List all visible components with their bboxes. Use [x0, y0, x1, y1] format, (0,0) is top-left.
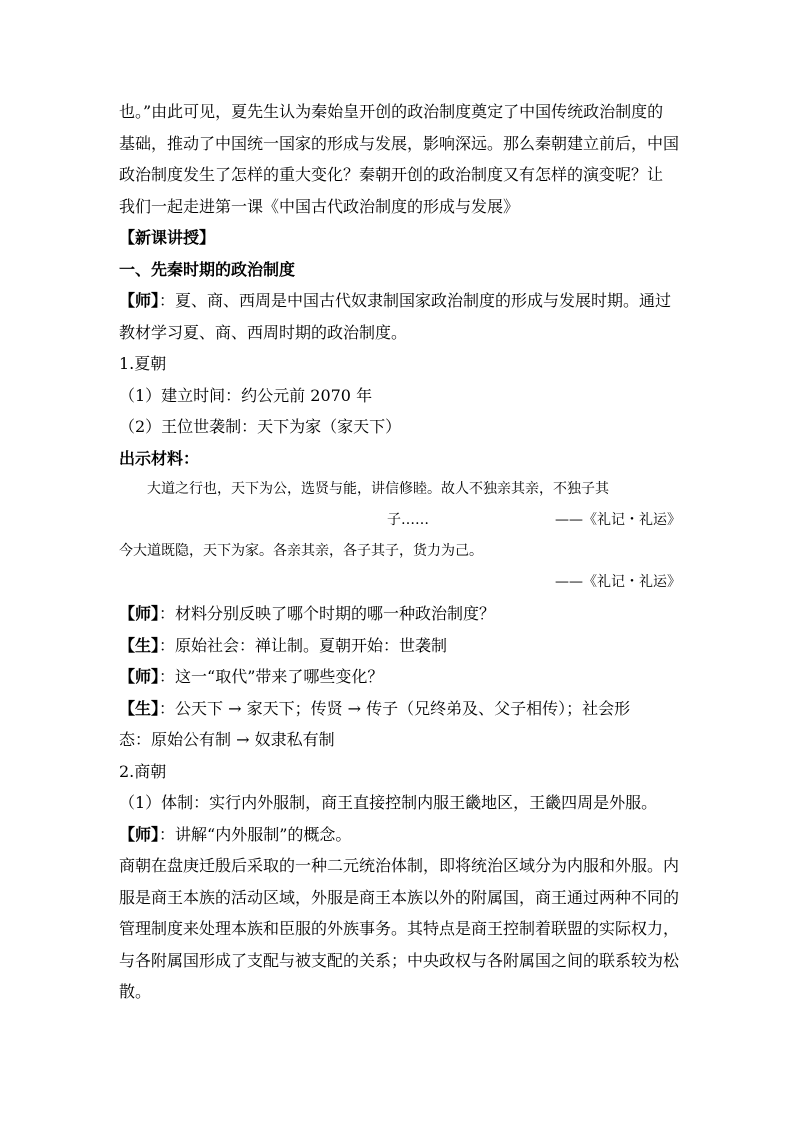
dialog-teacher-2 [119, 661, 681, 693]
shang-paragraph-line-1: 商朝在盘庚迁殷后采取的一种二元统治体制，即将统治区域分为内服和外服。内 [119, 856, 680, 875]
dialog-teacher-2-text: ：这一“取代”带来了哪些变化？ [159, 667, 384, 686]
shang-teacher-text: ：讲解“内外服制”的概念。 [159, 824, 352, 844]
section-new-lesson: 【新课讲授】 [119, 228, 216, 247]
xia-item-2: （2）王位世袭制：天下为家（家天下） [119, 417, 402, 436]
shang-item-1: （1）体制：实行内外服制，商王直接控制内服王畿地区，王畿四周是外服。 [119, 793, 658, 812]
dialog-student-2-text: ：公天下 → 家天下；传贤 → 传子（兄终弟及、父子相传）；社会形 [159, 698, 631, 718]
shang-paragraph-line-2: 服是商王本族的活动区域，外服是商王本族以外的附属国，商王通过两种不同的 [119, 887, 680, 907]
intro-line-1: 也。”由此可见，夏先生认为秦始皇开创的政治制度奠定了中国传统政治制度的 [119, 102, 664, 121]
shang-title: 2.商朝 [119, 761, 167, 781]
heading-pre-qin: 一、先秦时期的政治制度 [119, 259, 296, 279]
intro-line-3: 政治制度发生了怎样的重大变化？秦朝开创的政治制度又有怎样的演变呢？让 [119, 165, 664, 184]
dialog-student-2-line-1 [119, 693, 681, 725]
dialog-student-2-line-2: 态：原始公有制 → 奴隶私有制 [119, 730, 335, 749]
dialog-teacher-1-text: ：材料分别反映了哪个时期的哪一种政治制度？ [159, 604, 496, 623]
material-label: 出示材料： [119, 448, 200, 468]
teacher-intro-line-2: 教材学习夏、商、西周时期的政治制度。 [119, 322, 408, 342]
dialog-student-1 [119, 630, 681, 662]
teacher-tag: 【师】 [119, 291, 160, 310]
xia-item-1: （1）建立时间：约公元前 2070 年 [119, 385, 373, 405]
quote-1-source: ——《礼记・礼运》 [555, 512, 681, 528]
quote-2-line-1: 今大道既隐，天下为家。各亲其亲，各子其子，货力为己。 [119, 543, 483, 559]
teacher-intro-line-1 [119, 285, 681, 317]
quote-1-line-2 [119, 505, 681, 536]
quote-2-source: ——《礼记・礼运》 [555, 574, 681, 590]
dialog-teacher-2-tag: 【师】 [119, 667, 160, 686]
quote-1-ending: 子…… [387, 512, 429, 528]
shang-teacher [119, 819, 681, 851]
teacher-intro-text: ：夏、商、西周是中国古代奴隶制国家政治制度的形成与发展时期。通过 [159, 291, 672, 310]
quote-1-line-1: 大道之行也，天下为公，选贤与能，讲信修睦。故人不独亲其亲，不独子其 [147, 481, 609, 497]
dialog-teacher-1-tag: 【师】 [119, 604, 160, 623]
xia-title: 1.夏朝 [119, 354, 167, 373]
dialog-student-1-tag: 【生】 [119, 635, 160, 655]
shang-paragraph-line-3: 管理制度来处理本族和臣服的外族事务。其特点是商王控制着联盟的实际权力， [119, 919, 680, 938]
dialog-teacher-1 [119, 598, 681, 630]
intro-line-2: 基础，推动了中国统一国家的形成与发展，影响深远。那么秦朝建立前后，中国 [119, 133, 680, 153]
document-page [119, 96, 681, 1008]
shang-paragraph-line-5: 散。 [119, 982, 152, 1001]
shang-paragraph-line-4: 与各附属国形成了支配与被支配的关系；中央政权与各附属国之间的联系较为松 [119, 950, 680, 970]
dialog-student-2-tag: 【生】 [119, 698, 160, 718]
intro-line-4: 我们一起走进第一课《中国古代政治制度的形成与发展》 [119, 196, 520, 216]
shang-teacher-tag: 【师】 [119, 824, 160, 844]
dialog-student-1-text: ：原始社会：禅让制。夏朝开始：世袭制 [159, 635, 448, 655]
